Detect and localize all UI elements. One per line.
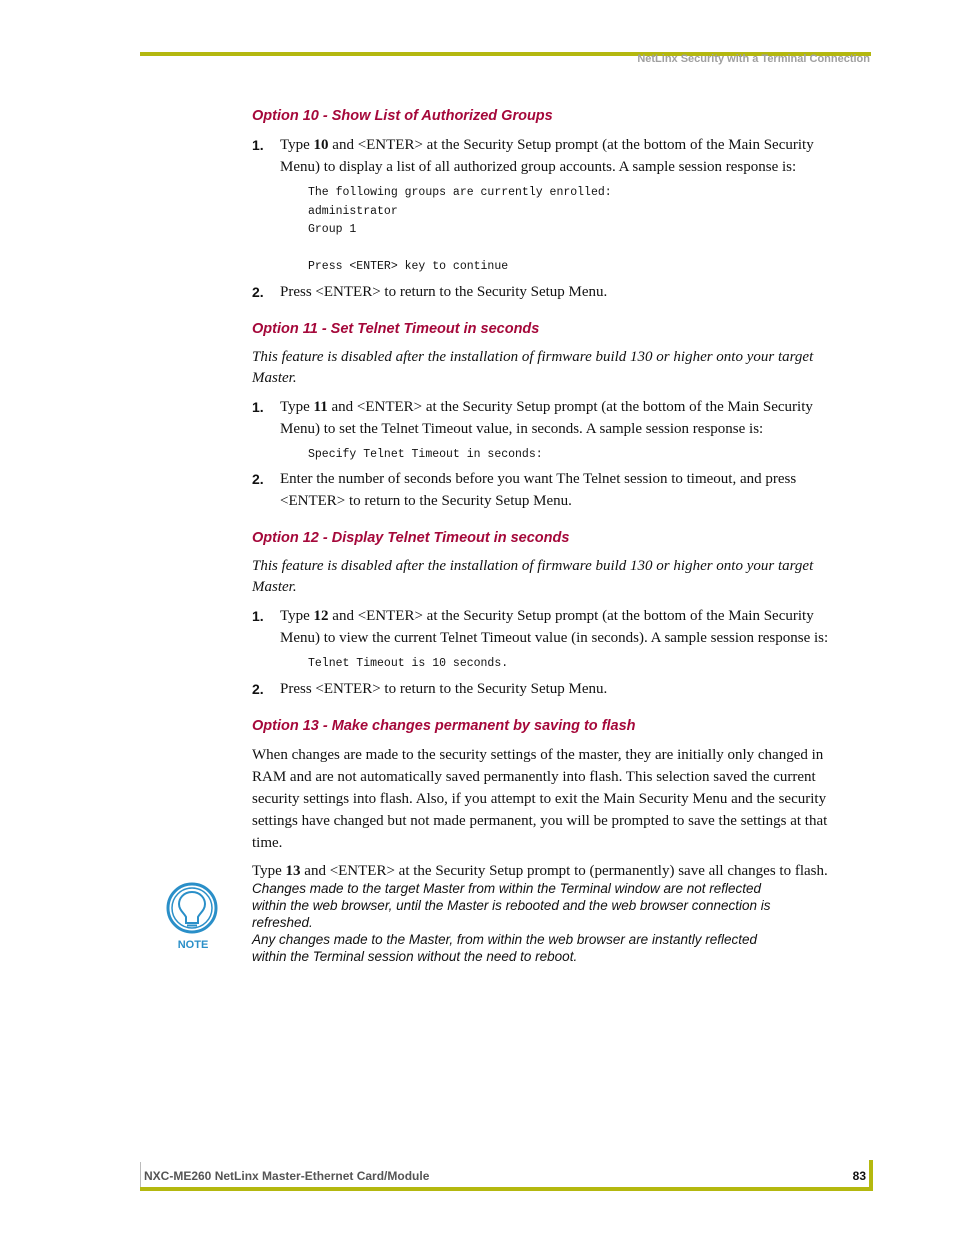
para-text: and <ENTER> at the Security Setup prompt to (permanently) save all changes to flash. xyxy=(300,862,828,879)
note-box xyxy=(252,880,792,965)
step-number: 2. xyxy=(252,680,264,697)
italic-note: This feature is disabled after the installation of firmware build 130 or higher onto your target Master. xyxy=(252,348,814,386)
footer-rule xyxy=(140,1187,873,1191)
step-number: 2. xyxy=(252,283,264,300)
section-heading: Option 12 - Display Telnet Timeout in seconds xyxy=(252,530,570,546)
italic-note: This feature is disabled after the installation of firmware build 130 or higher onto your target Master. xyxy=(252,558,814,595)
step-text: Press <ENTER> to return to the Security Setup Menu. xyxy=(280,680,608,697)
code-sample: The following groups are currently enrolled: administrator Group 1 Press <ENTER> key to continue xyxy=(308,186,612,273)
step-item xyxy=(252,281,854,303)
note-text: Changes made to the target Master from within the Terminal window are not reflected within the web browser, until the Master is rebooted and the web browser connection is refreshed. xyxy=(252,881,771,930)
step-item xyxy=(252,678,854,700)
step-item xyxy=(252,468,854,512)
code-sample: Telnet Timeout is 10 seconds. xyxy=(308,657,509,670)
step-number: 1. xyxy=(252,398,264,415)
step-number: 1. xyxy=(252,137,264,153)
running-header: NetLinx Security with a Terminal Connection xyxy=(637,53,870,65)
page-number: 83 xyxy=(852,1169,866,1183)
step-item xyxy=(252,605,854,649)
step-option-number: 12 xyxy=(313,608,329,624)
step-text: Press <ENTER> to return to the Security Setup Menu. xyxy=(280,283,608,300)
body-paragraph xyxy=(252,860,854,882)
step-text: Type xyxy=(280,137,314,153)
step-text: Type xyxy=(280,608,314,624)
footer-doc-title: NXC-ME260 NetLinx Master-Ethernet Card/Module xyxy=(144,1169,430,1183)
main-content xyxy=(252,106,854,888)
para-text: Type xyxy=(252,862,286,879)
lightbulb-note-icon xyxy=(164,881,222,951)
code-sample: Specify Telnet Timeout in seconds: xyxy=(308,447,543,461)
step-item xyxy=(252,396,854,440)
section-heading: Option 13 - Make changes permanent by saving to flash xyxy=(252,717,636,734)
step-number: 2. xyxy=(252,471,264,487)
para-option-number: 13 xyxy=(285,862,301,879)
step-number: 1. xyxy=(252,608,264,624)
body-paragraph: When changes are made to the security settings of the master, they are initially only changed in RAM and are not automatically saved permanently into flash. This selection saved the current security settings into flash. Also, if you attempt to exit the Main Security Menu and the security settings have changed but not made permanent, you will be prompted to save the settings at that time. xyxy=(252,746,828,851)
note-label: NOTE xyxy=(177,939,209,951)
footer-rule-vertical xyxy=(869,1160,873,1191)
step-text: Type xyxy=(280,398,314,415)
step-text: and <ENTER> at the Security Setup prompt (at the bottom of the Main Security Menu) to set the Telnet Timeout value, in seconds. A sample session response is: xyxy=(280,398,813,437)
step-item xyxy=(252,134,854,178)
step-text: and <ENTER> at the Security Setup prompt (at the bottom of the Main Security Menu) to view the current Telnet Timeout value (in seconds). A sample session response is: xyxy=(280,608,829,646)
step-text: and <ENTER> at the Security Setup prompt (at the bottom of the Main Security Menu) to display a list of all authorized group accounts. A sample session response is: xyxy=(280,137,814,175)
section-heading: Option 11 - Set Telnet Timeout in seconds xyxy=(252,320,540,337)
step-option-number: 11 xyxy=(313,398,328,415)
step-text: Enter the number of seconds before you want The Telnet session to timeout, and press <ENTER> to return to the Security Setup Menu. xyxy=(280,471,797,509)
note-text: Any changes made to the Master, from within the web browser are instantly reflected within the Terminal session without the need to reboot. xyxy=(252,932,757,964)
section-heading: Option 10 - Show List of Authorized Groups xyxy=(252,108,553,124)
step-option-number: 10 xyxy=(313,137,329,153)
footer-divider xyxy=(140,1162,141,1190)
